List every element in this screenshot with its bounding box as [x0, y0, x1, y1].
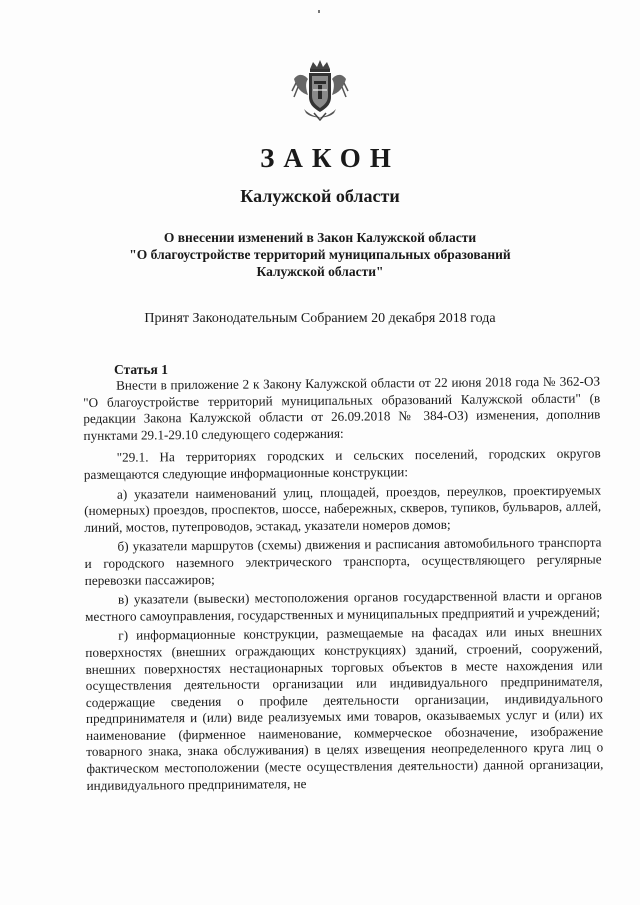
subject-line: Калужской области"	[256, 264, 384, 279]
paragraph: г) информационные конструкции, размещаемые на фасадах или иных внешних поверхностях (внешних ограждающих конструкциях) зданий, строений, сооружений, внешних поверхностях нестационарных торговых объектов в месте нахождения или осуществления деятельности организации или индивидуального предпринимателя, содержащие сведения о профиле деятельности организации, индивидуального предпринимателя и (или) виде реализуемых ими товаров, оказываемых услуг и (или) их наименование (фирменное наименование, коммерческое обозначение, изображение товарного знака, знака обслуживания) в целях извещения неопределенного круга лиц о фактическом местоположении (месте осуществления деятельности) данной организации, индивидуального предпринимателя, не	[85, 623, 604, 793]
paragraph: Внести в приложение 2 к Закону Калужской области от 22 июня 2018 года № 362-ОЗ "О благоустройстве территорий муниципальных образований Калужской области" (в редакции Закона Калужской области от 26.09.2018 № 384-ОЗ) изменения, дополнив пунктами 29.1-29.10 следующего содержания:	[83, 373, 601, 443]
paragraph: б) указатели маршрутов (схемы) движения и расписания автомобильного транспорта и городского наземного электрического транспорта, осуществляющего регулярные перевозки пассажиров;	[84, 534, 602, 588]
paragraph: "29.1. На территориях городских и сельских поселений, городских округов размещаются следующие информационные конструкции:	[83, 445, 601, 482]
law-subject	[0, 229, 640, 280]
subject-line: "О благоустройстве территорий муниципальных образований	[129, 247, 511, 262]
subject-line: О внесении изменений в Закон Калужской области	[163, 230, 477, 245]
scan-speck	[318, 10, 320, 13]
document-title: ЗАКОН	[260, 143, 400, 173]
coat-of-arms-icon	[290, 57, 350, 121]
paragraph: а) указатели наименований улиц, площадей, проездов, переулков, проектируемых (номерных) проездов, проспектов, шоссе, набережных, скверов, тупиков, бульваров, аллей, линий, мостов, путепроводов, эстакад, указатели номеров домов;	[84, 482, 602, 535]
article-heading: Статья 1	[114, 362, 168, 377]
adoption-line: Принят Законодательным Собранием 20 декабря 2018 года	[144, 311, 496, 326]
article-body	[83, 373, 604, 797]
paragraph: в) указатели (вывески) местоположения органов государственной власти и органов местного самоуправления, государственных и муниципальных предприятий и учреждений;	[85, 587, 602, 624]
document-region: Калужской области	[240, 186, 400, 206]
